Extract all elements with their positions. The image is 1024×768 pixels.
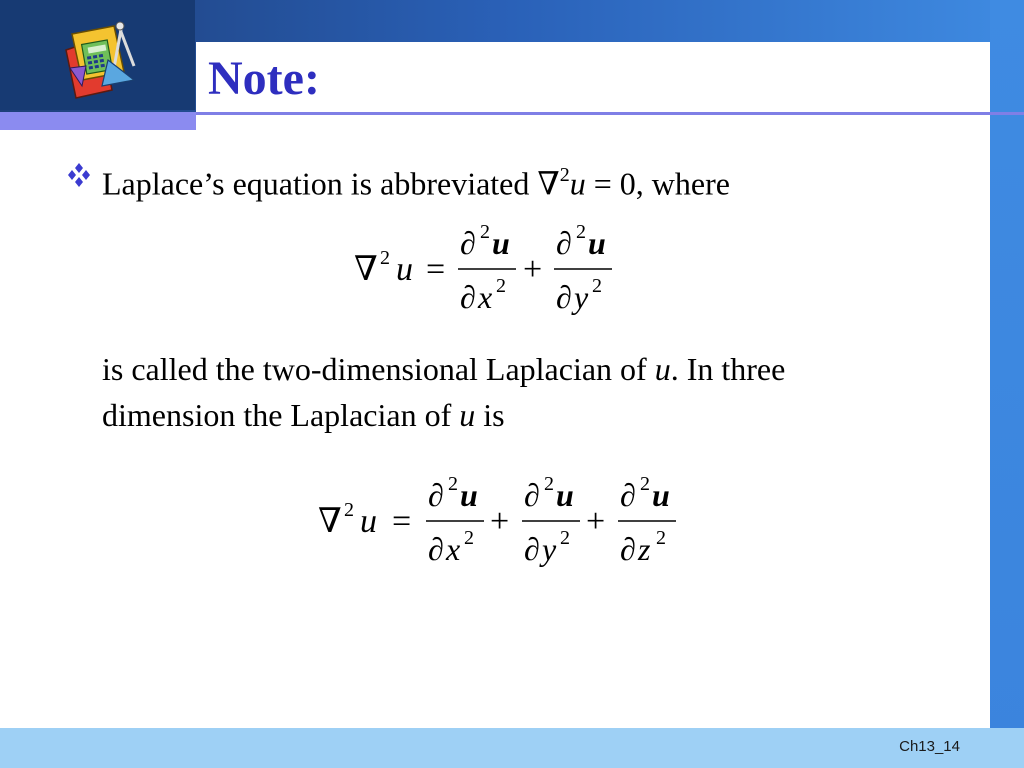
eq3d-lhs-exponent: 2 [344, 499, 354, 521]
bullet-exponent: 2 [559, 164, 570, 186]
eq3d-den3-variable: z [638, 531, 651, 567]
eq2d-den2-partial: ∂ [556, 279, 572, 315]
bullet-variable: u [569, 165, 586, 202]
math-tools-clipart-icon [62, 20, 144, 102]
slide-number: Ch13_14 [899, 738, 960, 755]
eq3d-den1-variable: x [446, 531, 461, 567]
eq3d-den2-variable: y [542, 531, 557, 567]
eq3d-num1-partial: ∂ [428, 477, 444, 513]
eq3d-nabla: ∇ [318, 503, 342, 540]
eq2d-num1-partial: ∂ [460, 225, 476, 261]
eq2d-num2-partial: ∂ [556, 225, 572, 261]
eq3d-num3-exponent: 2 [640, 473, 650, 495]
bullet-text-end: = 0, where [585, 165, 730, 202]
bullet-text-start: Laplace’s equation is abbreviated [102, 165, 538, 202]
eq2d-equals: = [426, 251, 446, 288]
eq2d-nabla: ∇ [354, 251, 378, 288]
eq2d-den2-exponent: 2 [592, 275, 602, 297]
eq3d-plus-1: + [490, 503, 510, 540]
eq2d-num2-variable: u [588, 225, 606, 261]
bullet-text [102, 158, 730, 203]
eq2d-den1-exponent: 2 [496, 275, 506, 297]
eq3d-num3-variable: u [652, 477, 670, 513]
paragraph-line-2-variable: u [459, 397, 476, 433]
eq2d-num1-variable: u [492, 225, 510, 261]
diamond-bullet-icon [64, 160, 94, 190]
eq3d-equals: = [392, 503, 412, 540]
eq3d-num2-variable: u [556, 477, 574, 513]
eq2d-lhs-exponent: 2 [380, 247, 390, 269]
eq3d-den2-exponent: 2 [560, 527, 570, 549]
eq3d-num2-partial: ∂ [524, 477, 540, 513]
bullet-nabla: ∇ [537, 165, 560, 202]
eq3d-num1-variable: u [460, 477, 478, 513]
eq3d-num1-exponent: 2 [448, 473, 458, 495]
eq3d-den3-exponent: 2 [656, 527, 666, 549]
paragraph-line-1-end: . In three [670, 351, 786, 387]
title-underline [196, 112, 1024, 115]
paragraph-line-2 [102, 396, 505, 434]
eq3d-den1-partial: ∂ [428, 531, 444, 567]
paragraph-line-1-variable: u [654, 351, 671, 387]
eq2d-plus: + [523, 251, 543, 288]
eq3d-num2-exponent: 2 [544, 473, 554, 495]
eq2d-lhs-variable: u [396, 251, 413, 288]
footer-band [0, 728, 1024, 768]
right-side-strip [990, 0, 1024, 768]
eq2d-den1-partial: ∂ [460, 279, 476, 315]
laplacian-3d-equation [300, 462, 700, 572]
eq2d-den2-variable: y [574, 279, 589, 315]
eq2d-den1-variable: x [478, 279, 493, 315]
laplacian-2d-equation [340, 210, 640, 320]
logo-underline [0, 112, 196, 130]
eq3d-lhs-variable: u [360, 503, 377, 540]
paragraph-line-1 [102, 350, 785, 388]
slide-title: Note: [208, 52, 320, 105]
paragraph-line-1-start: is called the two-dimensional Laplacian of [102, 351, 655, 387]
eq2d-num1-exponent: 2 [480, 221, 490, 243]
eq3d-den3-partial: ∂ [620, 531, 636, 567]
paragraph-line-2-start: dimension the Laplacian of [102, 397, 460, 433]
eq3d-den1-exponent: 2 [464, 527, 474, 549]
eq3d-den2-partial: ∂ [524, 531, 540, 567]
eq3d-num3-partial: ∂ [620, 477, 636, 513]
eq3d-plus-2: + [586, 503, 606, 540]
paragraph-line-2-end: is [475, 397, 505, 433]
eq2d-num2-exponent: 2 [576, 221, 586, 243]
